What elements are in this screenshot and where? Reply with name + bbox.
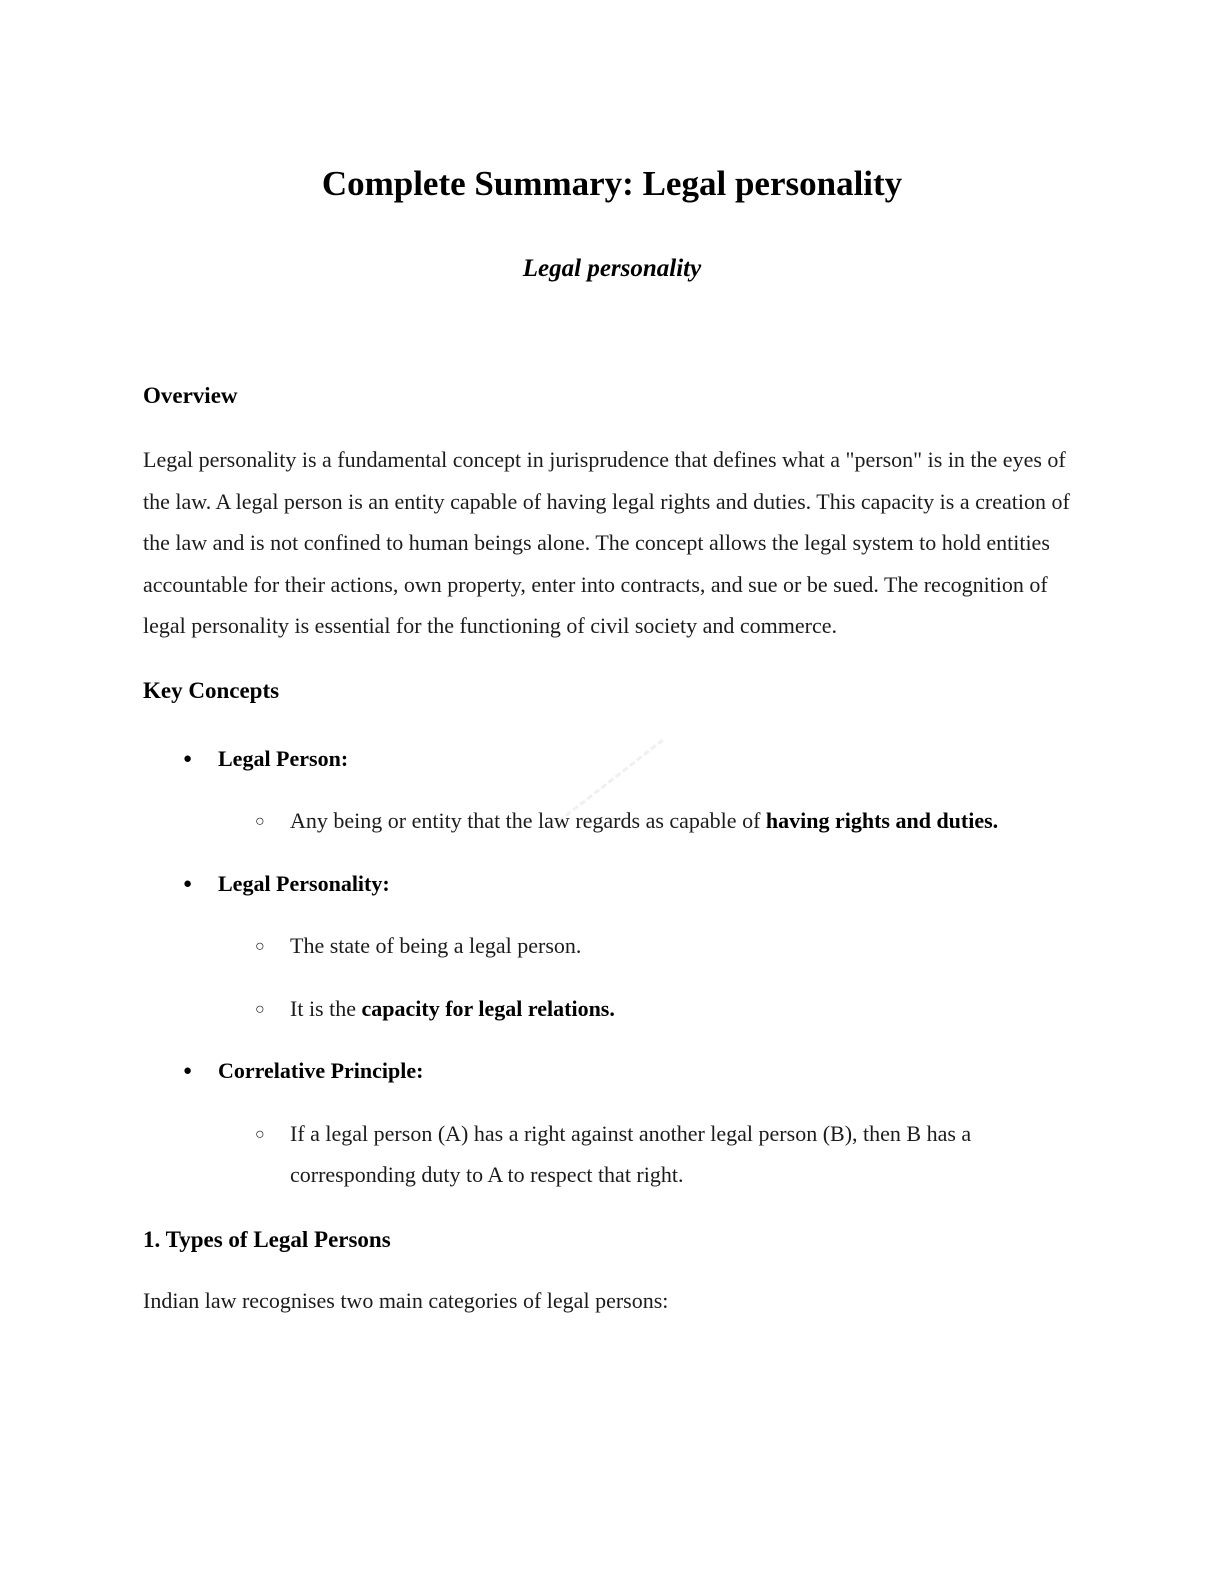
list-subitem xyxy=(143,1113,1081,1196)
subitem-text-bold: having rights and duties. xyxy=(765,808,999,833)
list-subitem-text xyxy=(290,1113,1081,1196)
document-body xyxy=(0,380,1224,1321)
list-subitem xyxy=(143,988,1081,1031)
filled-bullet-icon: ● xyxy=(183,750,193,767)
subitem-text-normal: It is the xyxy=(290,995,362,1021)
circle-bullet-icon: ○ xyxy=(255,813,265,830)
types-heading: 1. Types of Legal Persons xyxy=(143,1226,391,1252)
circle-bullet-icon: ○ xyxy=(255,1000,265,1018)
overview-paragraph: Legal personality is a fundamental concept in jurisprudence that defines what a "person" is in the eyes of the law. A legal person is an entity capable of having legal rights and duties. This capacity is a creation of the law and is not confined to human beings alone. The concept allows the legal system to hold entities accountable for their actions, own property, enter into contracts, and sue or be sued. The recognition of legal personality is essential for the functioning of civil society and commerce. xyxy=(143,447,1070,638)
list-subitem xyxy=(143,925,1081,968)
list-subitem xyxy=(143,800,1081,843)
overview-heading: Overview xyxy=(143,383,238,408)
list-item-term: Legal Personality: xyxy=(218,870,390,896)
subitem-text-normal: The state of being a legal person. xyxy=(290,933,582,958)
list-subitem-text xyxy=(290,800,998,843)
subitem-text-normal: Any being or entity that the law regards as capable of xyxy=(290,808,766,833)
list-item-correlative-principle xyxy=(143,1050,1081,1093)
list-subitem-text xyxy=(290,988,615,1031)
list-item-legal-person xyxy=(143,738,1081,781)
document-title: Complete Summary: Legal personality xyxy=(321,164,903,203)
list-item-legal-personality xyxy=(143,863,1081,906)
document-subtitle: Legal personality xyxy=(522,255,702,282)
key-concepts-heading: Key Concepts xyxy=(143,677,280,703)
list-item-term: Correlative Principle: xyxy=(218,1058,424,1083)
circle-bullet-icon: ○ xyxy=(255,938,265,955)
list-subitem-text xyxy=(290,925,581,968)
subitem-text-bold: capacity for legal relations. xyxy=(361,995,615,1021)
circle-bullet-icon: ○ xyxy=(255,1125,265,1143)
types-paragraph: Indian law recognises two main categories of legal persons: xyxy=(143,1287,669,1313)
list-item-term: Legal Person: xyxy=(218,745,349,771)
subitem-text-normal: If a legal person (A) has a right against another legal person (B), then B has a corresponding duty to A to respect that right. xyxy=(290,1120,972,1187)
filled-bullet-icon: ● xyxy=(183,1063,193,1079)
filled-bullet-icon: ● xyxy=(183,875,193,892)
